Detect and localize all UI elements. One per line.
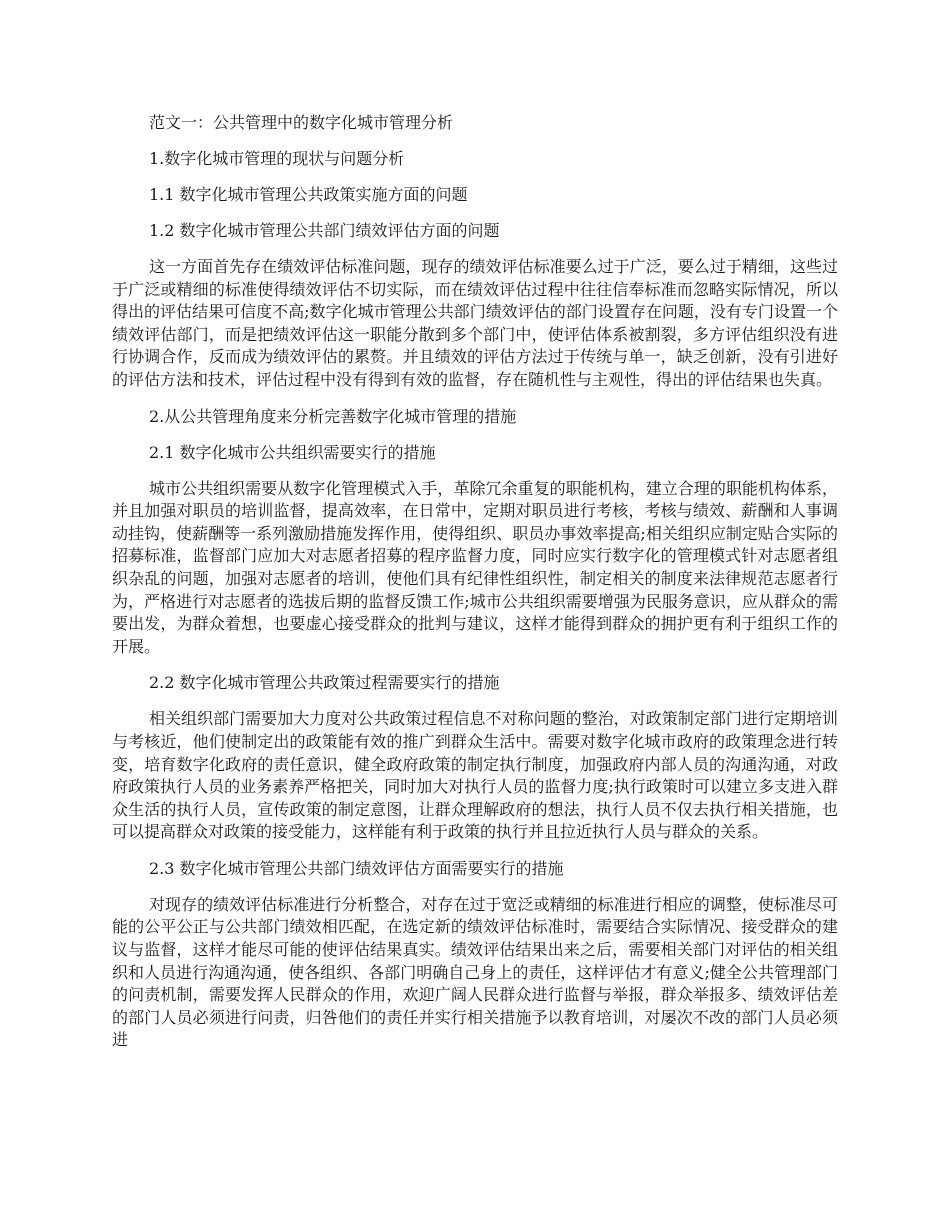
subsection-2-1-heading: 2.1 数字化城市公共组织需要实行的措施 <box>149 442 436 462</box>
subsection-2-1-paragraph: 城市公共组织需要从数字化管理模式入手，革除冗余重复的职能机构，建立合理的职能机构体系，并且加强对职员的培训监督，提高效率，在日常中，定期对职员进行考核，考核与绩效、薪酬和人事调动挂钩，使薪酬等一系列激励措施发挥作用，使得组织、职员办事效率提高;相关组织应制定贴合实际的招募标准，监督部门应加大对志愿者招募的程序监督力度，同时应实行数字化的管理模式针对志愿者组织杂乱的问题，加强对志愿者的培训，使他们具有纪律性组织性，制定相关的制度来法律规范志愿者行为，严格进行对志愿者的选拔后期的监督反馈工作;城市公共组织需要增强为民服务意识，应从群众的需要出发，为群众着想，也要虚心接受群众的批判与建议，这样才能得到群众的拥护更有利于组织工作的开展。 <box>112 478 838 656</box>
document-page <box>112 112 838 1066</box>
section-1-heading: 1.数字化城市管理的现状与问题分析 <box>149 149 405 168</box>
subsection-2-2-paragraph: 相关组织部门需要加大力度对公共政策过程信息不对称问题的整治，对政策制定部门进行定期培训与考核近，他们使制定出的政策能有效的推广到群众生活中。需要对数字化城市政府的政策理念进行转变，培育数字化政府的责任意识，健全政府政策的制定执行制度，加强政府内部人员的沟通沟通，对政府政策执行人员的业务素养严格把关，同时加大对执行人员的监督力度;执行政策时可以建立多支进入群众生活的执行人员，宣传政策的制定意图，让群众理解政府的想法，执行人员不仅去执行相关措施，也可以提高群众对政策的接受能力，这样能有利于政策的执行并且拉近执行人员与群众的关系。 <box>112 709 838 842</box>
section-2-heading: 2.从公共管理角度来分析完善数字化城市管理的措施 <box>149 406 517 426</box>
subsection-1-2-paragraph: 这一方面首先存在绩效评估标准问题，现存的绩效评估标准要么过于广泛，要么过于精细，这些过于广泛或精细的标准使得绩效评估不切实际，而在绩效评估过程中往往信奉标准而忽略实际情况，所以得出的评估结果可信度不高;数字化城市管理公共部门绩效评估的部门设置存在问题，没有专门设置一个绩效评估部门，而是把绩效评估这一职能分散到多个部门中，使评估体系被割裂，多方评估组织没有进行协调合作，反而成为绩效评估的累赘。并且绩效的评估方法过于传统与单一，缺乏创新，没有引进好的评估方法和技术，评估过程中没有得到有效的监督，存在随机性与主观性，得出的评估结果也失真。 <box>112 257 838 389</box>
subsection-1-1-heading: 1.1 数字化城市管理公共政策实施方面的问题 <box>149 185 468 204</box>
subsection-2-3-paragraph: 对现存的绩效评估标准进行分析整合，对存在过于宽泛或精细的标准进行相应的调整，使标准尽可能的公平公正与公共部门绩效相匹配，在选定新的绩效评估标准时，需要结合实际情况、接受群众的建议与监督，这样才能尽可能的使评估结果真实。绩效评估结果出来之后，需要相关部门对评估的相关组织和人员进行沟通沟通，使各组织、各部门明确自己身上的责任，这样评估才有意义;健全公共管理部门的问责机制，需要发挥人民群众的作用，欢迎广阔人民群众进行监督与举报，群众举报多、绩效评估差的部门人员必须进行问责，归咎他们的责任并实行相关措施予以教育培训，对屡次不改的部门人员必须进 <box>112 894 838 1050</box>
subsection-2-2-heading: 2.2 数字化城市管理公共政策过程需要实行的措施 <box>149 673 500 693</box>
subsection-2-3-heading: 2.3 数字化城市管理公共部门绩效评估方面需要实行的措施 <box>149 858 564 878</box>
document-title: 范文一：公共管理中的数字化城市管理分析 <box>149 113 454 132</box>
subsection-1-2-heading: 1.2 数字化城市管理公共部门绩效评估方面的问题 <box>149 221 500 240</box>
